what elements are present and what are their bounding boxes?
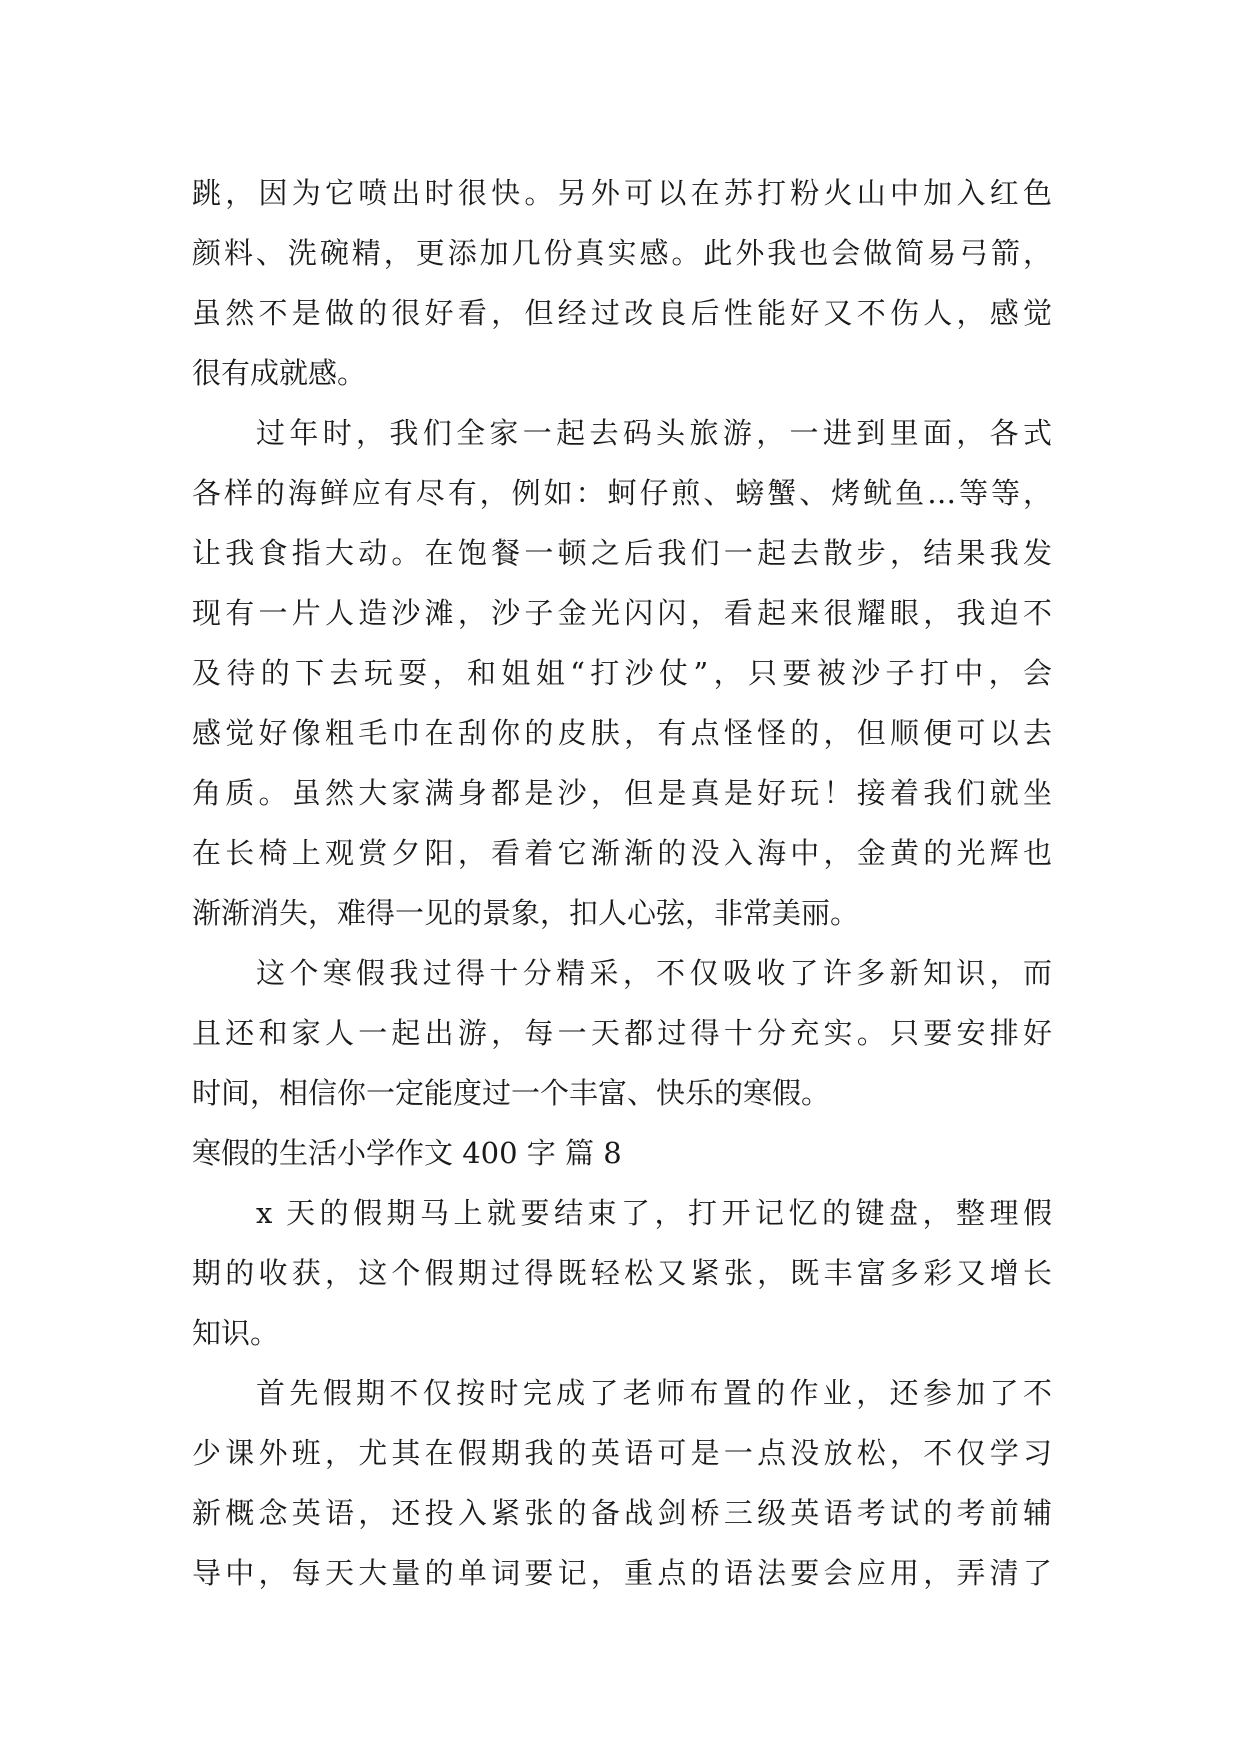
paragraph-first-line: x 天的假期马上就要结束了，打开记忆的键盘，整理假	[256, 1196, 1052, 1230]
text-line: 且还和家人一起出游，每一天都过得十分充实。只要安排好	[192, 1016, 1052, 1050]
section-heading: 寒假的生活小学作文 400 字 篇 8	[192, 1136, 622, 1170]
document-text	[192, 163, 1052, 1603]
text-line: 让我食指大动。在饱餐一顿之后我们一起去散步，结果我发	[192, 536, 1052, 570]
text-line: 跳，因为它喷出时很快。另外可以在苏打粉火山中加入红色	[192, 176, 1052, 210]
text-line: 期的收获，这个假期过得既轻松又紧张，既丰富多彩又增长	[192, 1256, 1052, 1290]
text-line: 现有一片人造沙滩，沙子金光闪闪，看起来很耀眼，我迫不	[192, 596, 1052, 630]
text-line: 新概念英语，还投入紧张的备战剑桥三级英语考试的考前辅	[192, 1496, 1052, 1530]
text-line: 知识。	[192, 1316, 280, 1350]
text-line: 导中，每天大量的单词要记，重点的语法要会应用，弄清了	[192, 1556, 1052, 1590]
text-line: 时间，相信你一定能度过一个丰富、快乐的寒假。	[192, 1076, 831, 1110]
text-line: 各样的海鲜应有尽有，例如：蚵仔煎、螃蟹、烤鱿鱼…等等，	[192, 476, 1052, 510]
text-line: 及待的下去玩耍，和姐姐“打沙仗”，只要被沙子打中，会	[192, 656, 1052, 690]
paragraph-first-line: 首先假期不仅按时完成了老师布置的作业，还参加了不	[256, 1376, 1052, 1410]
text-line: 感觉好像粗毛巾在刮你的皮肤，有点怪怪的，但顺便可以去	[192, 716, 1052, 750]
text-line: 虽然不是做的很好看，但经过改良后性能好又不伤人，感觉	[192, 296, 1052, 330]
text-line: 在长椅上观赏夕阳，看着它渐渐的没入海中，金黄的光辉也	[192, 836, 1052, 870]
text-line: 颜料、洗碗精，更添加几份真实感。此外我也会做简易弓箭，	[192, 236, 1052, 270]
text-line: 渐渐消失，难得一见的景象，扣人心弦，非常美丽。	[192, 896, 860, 930]
text-line: 角质。虽然大家满身都是沙，但是真是好玩！接着我们就坐	[192, 776, 1052, 810]
paragraph-first-line: 这个寒假我过得十分精采，不仅吸收了许多新知识，而	[256, 956, 1052, 990]
text-line: 很有成就感。	[192, 356, 367, 390]
paragraph-first-line: 过年时，我们全家一起去码头旅游，一进到里面，各式	[256, 416, 1052, 450]
text-line: 少课外班，尤其在假期我的英语可是一点没放松，不仅学习	[192, 1436, 1052, 1470]
